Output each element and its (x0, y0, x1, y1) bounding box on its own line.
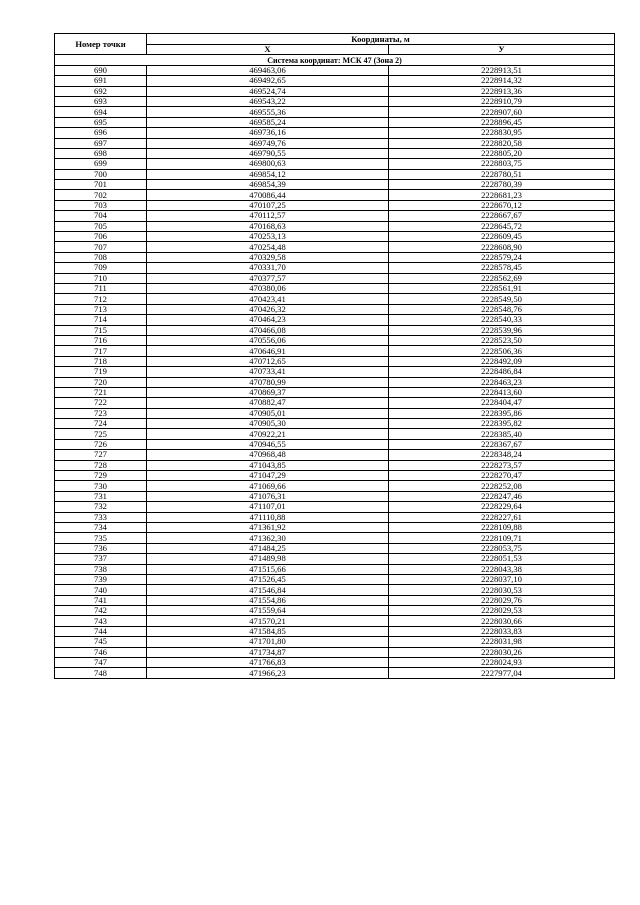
y-coordinate-cell: 2228486,84 (389, 367, 615, 377)
point-number-cell: 712 (55, 294, 147, 304)
x-coordinate-cell: 469854,39 (147, 180, 389, 190)
y-coordinate-cell: 2228609,45 (389, 232, 615, 242)
table-row (55, 148, 615, 158)
x-coordinate-cell: 470380,06 (147, 283, 389, 293)
table-row (55, 554, 615, 564)
y-coordinate-cell: 2228043,38 (389, 564, 615, 574)
x-coordinate-cell: 471107,01 (147, 502, 389, 512)
y-coordinate-cell: 2228492,09 (389, 356, 615, 366)
point-number-cell: 699 (55, 159, 147, 169)
table-row (55, 585, 615, 595)
table-row (55, 471, 615, 481)
y-coordinate-cell: 2228024,93 (389, 658, 615, 668)
table-row (55, 159, 615, 169)
y-coordinate-cell: 2228539,96 (389, 325, 615, 335)
x-coordinate-cell: 471559,64 (147, 606, 389, 616)
y-coordinate-cell: 2228803,75 (389, 159, 615, 169)
point-number-cell: 730 (55, 481, 147, 491)
y-coordinate-cell: 2228578,45 (389, 263, 615, 273)
y-column-header: У (389, 45, 615, 55)
y-coordinate-cell: 2228913,51 (389, 65, 615, 75)
x-coordinate-cell: 470168,63 (147, 221, 389, 231)
point-number-cell: 718 (55, 356, 147, 366)
point-number-cell: 731 (55, 491, 147, 501)
table-row (55, 335, 615, 345)
table-row (55, 595, 615, 605)
table-row (55, 616, 615, 626)
x-coordinate-cell: 471484,25 (147, 543, 389, 553)
point-number-cell: 722 (55, 398, 147, 408)
x-coordinate-cell: 469749,76 (147, 138, 389, 148)
point-number-cell: 725 (55, 429, 147, 439)
point-number-cell: 734 (55, 522, 147, 532)
x-coordinate-cell: 469492,65 (147, 76, 389, 86)
point-number-cell: 733 (55, 512, 147, 522)
x-coordinate-cell: 471110,88 (147, 512, 389, 522)
y-coordinate-cell: 2228029,76 (389, 595, 615, 605)
x-coordinate-cell: 470922,21 (147, 429, 389, 439)
y-coordinate-cell: 2228252,08 (389, 481, 615, 491)
x-coordinate-cell: 470968,48 (147, 450, 389, 460)
y-coordinate-cell: 2228670,12 (389, 200, 615, 210)
point-number-cell: 692 (55, 86, 147, 96)
y-coordinate-cell: 2228413,60 (389, 387, 615, 397)
table-row (55, 96, 615, 106)
y-coordinate-cell: 2228910,79 (389, 96, 615, 106)
y-coordinate-cell: 2228031,98 (389, 637, 615, 647)
table-row (55, 367, 615, 377)
table-row (55, 533, 615, 543)
point-number-cell: 723 (55, 408, 147, 418)
x-coordinate-cell: 470423,41 (147, 294, 389, 304)
x-coordinate-cell: 470905,30 (147, 419, 389, 429)
table-row (55, 263, 615, 273)
x-coordinate-cell: 471069,66 (147, 481, 389, 491)
x-coordinate-cell: 470882,47 (147, 398, 389, 408)
point-number-cell: 735 (55, 533, 147, 543)
point-number-cell: 709 (55, 263, 147, 273)
x-coordinate-cell: 471043,85 (147, 460, 389, 470)
table-row (55, 273, 615, 283)
x-column-header: X (147, 45, 389, 55)
y-coordinate-cell: 2228780,51 (389, 169, 615, 179)
point-number-cell: 744 (55, 626, 147, 636)
x-coordinate-cell: 470329,58 (147, 252, 389, 262)
table-row (55, 294, 615, 304)
point-number-cell: 706 (55, 232, 147, 242)
x-coordinate-cell: 470712,65 (147, 356, 389, 366)
y-coordinate-cell: 2228037,10 (389, 574, 615, 584)
table-row (55, 356, 615, 366)
table-row (55, 346, 615, 356)
point-number-cell: 745 (55, 637, 147, 647)
point-number-cell: 711 (55, 283, 147, 293)
table-row (55, 252, 615, 262)
y-coordinate-cell: 2228385,40 (389, 429, 615, 439)
x-coordinate-cell: 470905,01 (147, 408, 389, 418)
coordinates-table (54, 33, 615, 679)
x-coordinate-cell: 470466,08 (147, 325, 389, 335)
point-number-cell: 739 (55, 574, 147, 584)
y-coordinate-cell: 2228780,39 (389, 180, 615, 190)
y-coordinate-cell: 2228548,76 (389, 304, 615, 314)
table-row (55, 242, 615, 252)
table-row (55, 65, 615, 75)
y-coordinate-cell: 2228805,20 (389, 148, 615, 158)
y-coordinate-cell: 2228227,61 (389, 512, 615, 522)
table-row (55, 86, 615, 96)
table-row (55, 574, 615, 584)
point-number-cell: 693 (55, 96, 147, 106)
point-number-cell: 695 (55, 117, 147, 127)
x-coordinate-cell: 469463,06 (147, 65, 389, 75)
table-row (55, 647, 615, 657)
x-coordinate-cell: 471734,87 (147, 647, 389, 657)
x-coordinate-cell: 470112,57 (147, 211, 389, 221)
table-row (55, 283, 615, 293)
x-coordinate-cell: 471701,80 (147, 637, 389, 647)
point-number-cell: 702 (55, 190, 147, 200)
table-row (55, 221, 615, 231)
point-number-cell: 714 (55, 315, 147, 325)
x-coordinate-cell: 469555,36 (147, 107, 389, 117)
y-coordinate-cell: 2228681,23 (389, 190, 615, 200)
x-coordinate-cell: 471766,83 (147, 658, 389, 668)
y-coordinate-cell: 2228030,53 (389, 585, 615, 595)
point-number-cell: 691 (55, 76, 147, 86)
x-coordinate-cell: 469800,63 (147, 159, 389, 169)
table-row (55, 190, 615, 200)
point-number-cell: 707 (55, 242, 147, 252)
x-coordinate-cell: 469790,55 (147, 148, 389, 158)
table-row (55, 76, 615, 86)
point-number-cell: 717 (55, 346, 147, 356)
y-coordinate-cell: 2228561,91 (389, 283, 615, 293)
table-row (55, 200, 615, 210)
table-row (55, 450, 615, 460)
table-row (55, 439, 615, 449)
table-row (55, 419, 615, 429)
point-number-cell: 748 (55, 668, 147, 678)
table-row (55, 398, 615, 408)
point-number-cell: 703 (55, 200, 147, 210)
point-number-cell: 728 (55, 460, 147, 470)
x-coordinate-cell: 471526,45 (147, 574, 389, 584)
point-number-cell: 698 (55, 148, 147, 158)
x-coordinate-cell: 470331,70 (147, 263, 389, 273)
point-number-cell: 697 (55, 138, 147, 148)
point-number-cell: 736 (55, 543, 147, 553)
x-coordinate-cell: 470426,32 (147, 304, 389, 314)
table-row (55, 408, 615, 418)
x-coordinate-cell: 469585,24 (147, 117, 389, 127)
table-row (55, 658, 615, 668)
table-row (55, 304, 615, 314)
y-coordinate-cell: 2228830,95 (389, 128, 615, 138)
table-row (55, 169, 615, 179)
x-coordinate-cell: 469543,22 (147, 96, 389, 106)
y-coordinate-cell: 2228896,45 (389, 117, 615, 127)
y-coordinate-cell: 2228549,50 (389, 294, 615, 304)
x-coordinate-cell: 471966,23 (147, 668, 389, 678)
x-coordinate-cell: 471047,29 (147, 471, 389, 481)
point-number-cell: 732 (55, 502, 147, 512)
y-coordinate-cell: 2228030,66 (389, 616, 615, 626)
x-coordinate-cell: 471076,31 (147, 491, 389, 501)
point-number-cell: 742 (55, 606, 147, 616)
y-coordinate-cell: 2228540,33 (389, 315, 615, 325)
table-row (55, 107, 615, 117)
x-coordinate-cell: 471362,30 (147, 533, 389, 543)
y-coordinate-cell: 2228109,71 (389, 533, 615, 543)
point-number-cell: 741 (55, 595, 147, 605)
table-row (55, 564, 615, 574)
y-coordinate-cell: 2228913,36 (389, 86, 615, 96)
table-row (55, 315, 615, 325)
y-coordinate-cell: 2228395,86 (389, 408, 615, 418)
point-number-header: Номер точки (55, 34, 147, 55)
point-number-cell: 729 (55, 471, 147, 481)
y-coordinate-cell: 2228404,47 (389, 398, 615, 408)
point-number-cell: 719 (55, 367, 147, 377)
x-coordinate-cell: 470733,41 (147, 367, 389, 377)
table-row (55, 460, 615, 470)
y-coordinate-cell: 2228053,75 (389, 543, 615, 553)
table-row (55, 491, 615, 501)
y-coordinate-cell: 2228523,50 (389, 335, 615, 345)
table-row (55, 128, 615, 138)
y-coordinate-cell: 2228914,32 (389, 76, 615, 86)
table-row (55, 481, 615, 491)
point-number-cell: 694 (55, 107, 147, 117)
point-number-cell: 715 (55, 325, 147, 335)
point-number-cell: 701 (55, 180, 147, 190)
point-number-cell: 708 (55, 252, 147, 262)
table-row (55, 522, 615, 532)
y-coordinate-cell: 2228051,53 (389, 554, 615, 564)
point-number-cell: 704 (55, 211, 147, 221)
x-coordinate-cell: 471515,66 (147, 564, 389, 574)
y-coordinate-cell: 2228667,67 (389, 211, 615, 221)
y-coordinate-cell: 2228247,46 (389, 491, 615, 501)
table-row (55, 117, 615, 127)
table-row (55, 377, 615, 387)
y-coordinate-cell: 2228645,72 (389, 221, 615, 231)
table-row (55, 626, 615, 636)
point-number-cell: 720 (55, 377, 147, 387)
table-body (55, 55, 615, 678)
x-coordinate-cell: 471361,92 (147, 522, 389, 532)
x-coordinate-cell: 471584,85 (147, 626, 389, 636)
point-number-cell: 705 (55, 221, 147, 231)
x-coordinate-cell: 471489,98 (147, 554, 389, 564)
x-coordinate-cell: 470107,25 (147, 200, 389, 210)
point-number-cell: 690 (55, 65, 147, 75)
y-coordinate-cell: 2228907,60 (389, 107, 615, 117)
x-coordinate-cell: 469854,12 (147, 169, 389, 179)
point-number-cell: 746 (55, 647, 147, 657)
x-coordinate-cell: 470254,48 (147, 242, 389, 252)
table-row (55, 387, 615, 397)
point-number-cell: 710 (55, 273, 147, 283)
x-coordinate-cell: 471546,84 (147, 585, 389, 595)
x-coordinate-cell: 470646,91 (147, 346, 389, 356)
table-row (55, 232, 615, 242)
table-row (55, 512, 615, 522)
coordinates-header: Координаты, м (147, 34, 615, 45)
x-coordinate-cell: 470086,44 (147, 190, 389, 200)
point-number-cell: 743 (55, 616, 147, 626)
y-coordinate-cell: 2228395,82 (389, 419, 615, 429)
y-coordinate-cell: 2228229,64 (389, 502, 615, 512)
x-coordinate-cell: 470253,13 (147, 232, 389, 242)
table-row (55, 138, 615, 148)
point-number-cell: 721 (55, 387, 147, 397)
point-number-cell: 724 (55, 419, 147, 429)
y-coordinate-cell: 2228820,58 (389, 138, 615, 148)
table-row (55, 668, 615, 678)
table-header (55, 34, 615, 55)
x-coordinate-cell: 470946,55 (147, 439, 389, 449)
point-number-cell: 727 (55, 450, 147, 460)
point-number-cell: 747 (55, 658, 147, 668)
table-row (55, 211, 615, 221)
y-coordinate-cell: 2228273,57 (389, 460, 615, 470)
table-row (55, 606, 615, 616)
table-row (55, 502, 615, 512)
point-number-cell: 696 (55, 128, 147, 138)
y-coordinate-cell: 2228608,90 (389, 242, 615, 252)
x-coordinate-cell: 470556,06 (147, 335, 389, 345)
y-coordinate-cell: 2228030,26 (389, 647, 615, 657)
point-number-cell: 700 (55, 169, 147, 179)
point-number-cell: 726 (55, 439, 147, 449)
point-number-cell: 738 (55, 564, 147, 574)
x-coordinate-cell: 469524,74 (147, 86, 389, 96)
y-coordinate-cell: 2228109,88 (389, 522, 615, 532)
y-coordinate-cell: 2228367,67 (389, 439, 615, 449)
y-coordinate-cell: 2228029,53 (389, 606, 615, 616)
table-row (55, 637, 615, 647)
point-number-cell: 740 (55, 585, 147, 595)
y-coordinate-cell: 2228562,69 (389, 273, 615, 283)
table-row (55, 325, 615, 335)
x-coordinate-cell: 470869,37 (147, 387, 389, 397)
table-row (55, 429, 615, 439)
y-coordinate-cell: 2228348,24 (389, 450, 615, 460)
point-number-cell: 716 (55, 335, 147, 345)
y-coordinate-cell: 2228033,83 (389, 626, 615, 636)
point-number-cell: 713 (55, 304, 147, 314)
y-coordinate-cell: 2227977,04 (389, 668, 615, 678)
table-row (55, 543, 615, 553)
x-coordinate-cell: 470464,23 (147, 315, 389, 325)
table-row (55, 180, 615, 190)
x-coordinate-cell: 470780,99 (147, 377, 389, 387)
x-coordinate-cell: 470377,57 (147, 273, 389, 283)
x-coordinate-cell: 471570,21 (147, 616, 389, 626)
point-number-cell: 737 (55, 554, 147, 564)
x-coordinate-cell: 469736,16 (147, 128, 389, 138)
y-coordinate-cell: 2228463,23 (389, 377, 615, 387)
coordinate-system-row (55, 55, 615, 65)
y-coordinate-cell: 2228506,36 (389, 346, 615, 356)
coordinate-system-label: Система координат: МСК 47 (Зона 2) (55, 55, 615, 65)
y-coordinate-cell: 2228579,24 (389, 252, 615, 262)
y-coordinate-cell: 2228270,47 (389, 471, 615, 481)
x-coordinate-cell: 471554,86 (147, 595, 389, 605)
